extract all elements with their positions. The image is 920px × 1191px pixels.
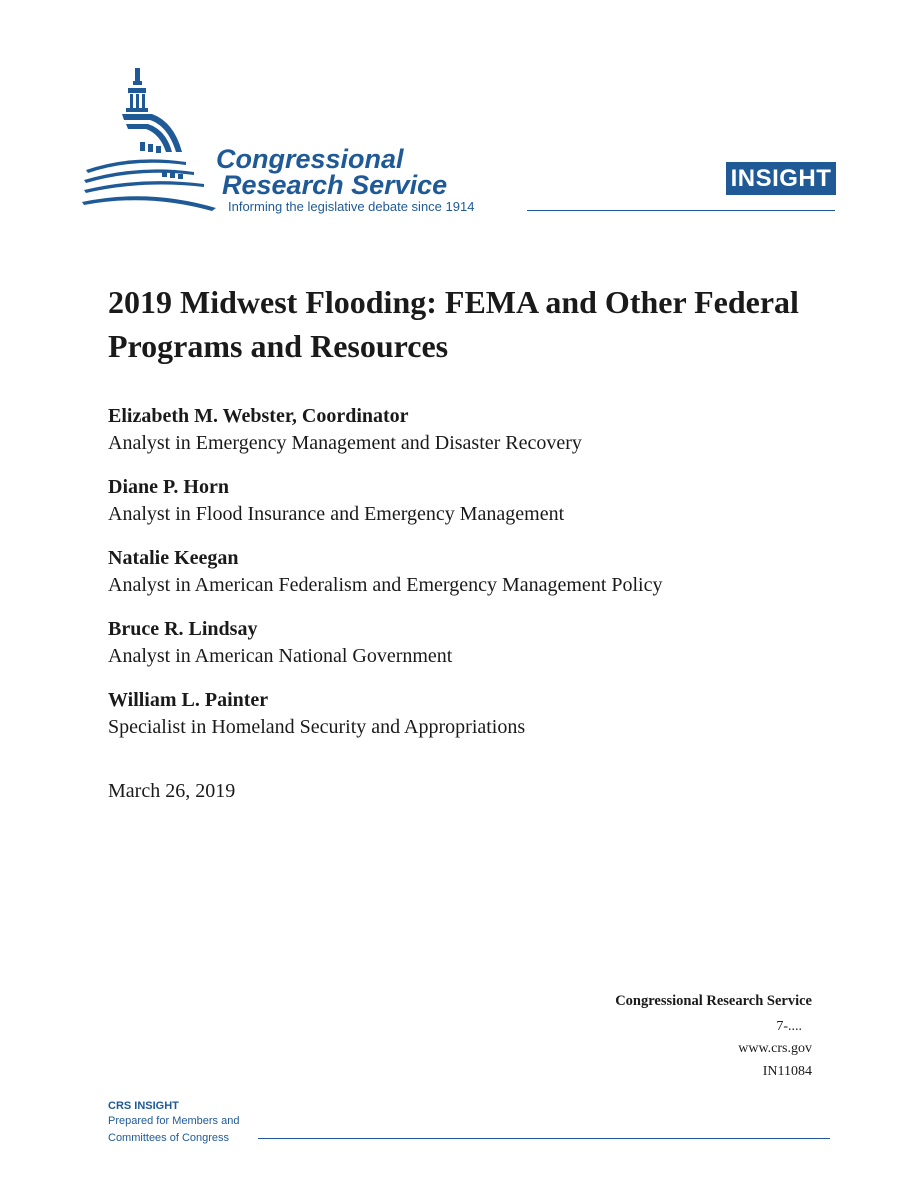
author-role: Analyst in Emergency Management and Disaster Recovery [108,432,582,454]
report-title: 2019 Midwest Flooding: FEMA and Other Federal Programs and Resources [108,284,799,364]
logo-wordmark-line1: Congressional [216,144,404,174]
author-name: Natalie Keegan [108,547,239,569]
crs-code: 7-.... [776,1019,802,1034]
footer-label: CRS INSIGHT [108,1100,179,1112]
crs-name: Congressional Research Service [615,993,812,1009]
insight-badge: INSIGHT [726,162,836,195]
author-entry [108,688,828,742]
author-entry [108,546,828,600]
author-name: Diane P. Horn [108,476,229,498]
author-role: Analyst in Flood Insurance and Emergency Management [108,503,565,525]
author-name: William L. Painter [108,689,269,711]
crs-url: www.crs.gov [738,1041,812,1056]
author-entry [108,475,828,529]
author-name: Elizabeth M. Webster, Coordinator [108,405,409,427]
author-name: Bruce R. Lindsay [108,618,258,640]
footer-line1: Prepared for Members and [108,1115,240,1127]
capitol-dome-logo-icon [82,66,222,216]
author-entry [108,617,828,671]
author-role: Specialist in Homeland Security and Appropriations [108,716,526,738]
header-divider [527,210,835,211]
footer-divider [258,1138,830,1139]
footer-line2: Committees of Congress [108,1132,230,1144]
author-role: Analyst in American National Government [108,645,453,667]
author-list [108,404,828,759]
report-date: March 26, 2019 [108,780,236,802]
author-entry [108,404,828,458]
author-role: Analyst in American Federalism and Emergency Management Policy [108,574,663,596]
report-id: IN11084 [762,1064,812,1079]
logo-wordmark-line2: Research Service [222,170,448,200]
logo-tagline: Informing the legislative debate since 1914 [228,199,475,214]
